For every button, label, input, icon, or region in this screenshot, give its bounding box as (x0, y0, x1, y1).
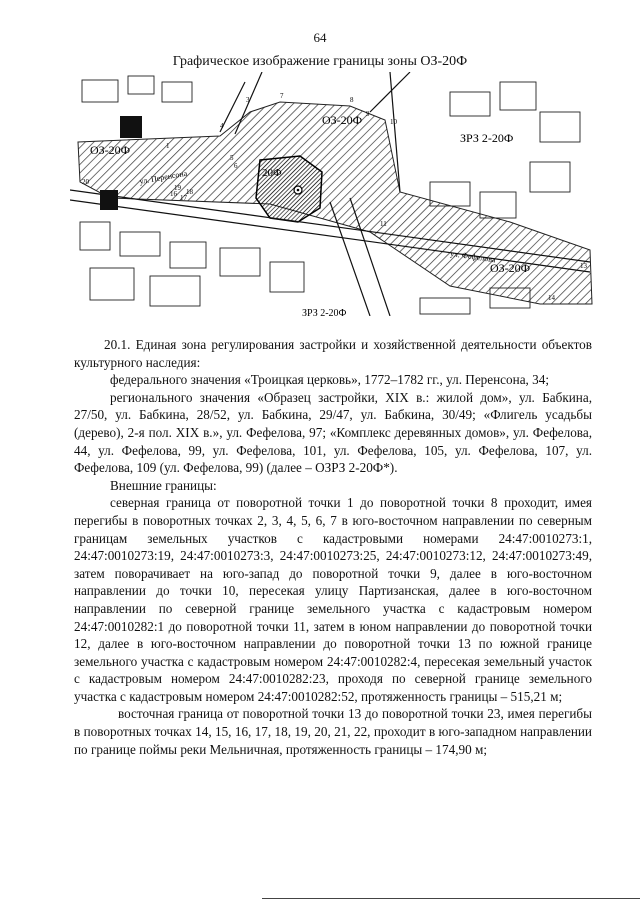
map-point: 19 (174, 184, 181, 192)
zone-boundary-map (70, 72, 594, 316)
map-point: 8 (350, 96, 354, 104)
figure-title: Графическое изображение границы зоны ОЗ-20Ф (172, 54, 468, 69)
map-point: 5 (230, 154, 234, 162)
map-label-center: 20Ф (262, 167, 282, 179)
paragraph-regional: регионального значения «Образец застройки, XIX в.: жилой дом», ул. Бабкина, 27/50, ул. Бабкина, 28/52, ул. Бабкина, 29/47, ул. Бабкина, 30/49; «Флигель усадьбы (дерево), 2-я пол. XIX в.», ул. Фефелова, 97; «Комплекс деревянных домов», ул. Фефелова, 44, ул. Фефелова, 99, ул. Фефелова, 101, ул. Фефелова, 105, ул. Фефелова, 107, ул. Фефелова, 109 (ул. Фефелова, 99) (далее – ОЗРЗ 2-20Ф*). (74, 389, 592, 476)
section-heading: 20.1. Единая зона регулирования застройки и хозяйственной деятельности объектов культурного наследия: (74, 337, 592, 370)
map-street-2: ул. Фефелова (449, 249, 497, 265)
map-label-oz-right: ОЗ-20Ф (490, 261, 531, 275)
map-point: 13 (580, 262, 587, 270)
map-point: 17 (180, 194, 187, 202)
paragraph-east-border: восточная граница от поворотной точки 13 до поворотной точки 23, имея перегибы в поворотных точках 14, 15, 16, 17, 18, 19, 20, 21, 22, проходит в юго-западном направлении по границе поймы реки Мельничная, протяженность границы – 174,90 м; (74, 706, 592, 757)
map-point: 11 (380, 220, 387, 228)
map-label-zrz: ЗРЗ 2-20Ф (460, 131, 514, 145)
map-label-oz-left: ОЗ-20Ф (90, 143, 131, 157)
map-point: 6 (234, 162, 238, 170)
map-point: 4 (220, 122, 224, 130)
bottom-rule (262, 898, 640, 899)
page-number: 64 (313, 30, 327, 45)
map-point: 3 (246, 96, 250, 104)
map-label-bottom: ЗРЗ 2-20Ф (302, 308, 347, 316)
map-point: 10 (390, 118, 397, 126)
document-body (74, 336, 592, 758)
map-point: 18 (186, 188, 193, 196)
paragraph-north-border: северная граница от поворотной точки 1 до поворотной точки 8 проходит, имея перегибы в поворотных точках 2, 3, 4, 5, 6, 7 в юго-восточном направлении по северным границам земельных участков с кадастровыми номерами 24:47:0010273:1, 24:47:0010273:19, 24:47:0010273:3, 24:47:0010273:25, 24:47:0010273:12, 24:47:0010273:49, затем поворачивает на юго-запад до поворотной точки 9, далее в юго-восточном направлении до точки 10, пересекая улицу Партизанская, далее в юго-восточном направлении по северной границе земельного участка с кадастровым номером 24:47:0010282:1 до поворотной точки 11, затем в юном направлении до поворотной точки 12, далее в юго-восточном направлении до поворотной точки 13 по южной границе земельного участка с кадастровым номером 24:47:0010282:4, пересекая земельный участок с кадастровым номером 24:47:0010282:23, проходя по северной границе земельного участка с кадастровым номером 24:47:0010282:52, протяженность границы – 515,21 м; (74, 495, 592, 704)
map-point: 7 (280, 92, 284, 100)
map-point: 1 (166, 142, 170, 150)
paragraph-federal: федерального значения «Троицкая церковь», 1772–1782 гг., ул. Перенсона, 34; (110, 372, 549, 388)
map-street-1: ул. Перенсона (138, 168, 188, 186)
map-label-oz-top: ОЗ-20Ф (322, 113, 363, 127)
map-point: 20 (82, 178, 89, 186)
map-point: 9 (366, 110, 370, 118)
paragraph-external-borders: Внешние границы: (110, 477, 217, 493)
church-zone-core (256, 156, 322, 222)
map-point: 14 (548, 294, 555, 302)
map-point: 16 (170, 190, 177, 198)
